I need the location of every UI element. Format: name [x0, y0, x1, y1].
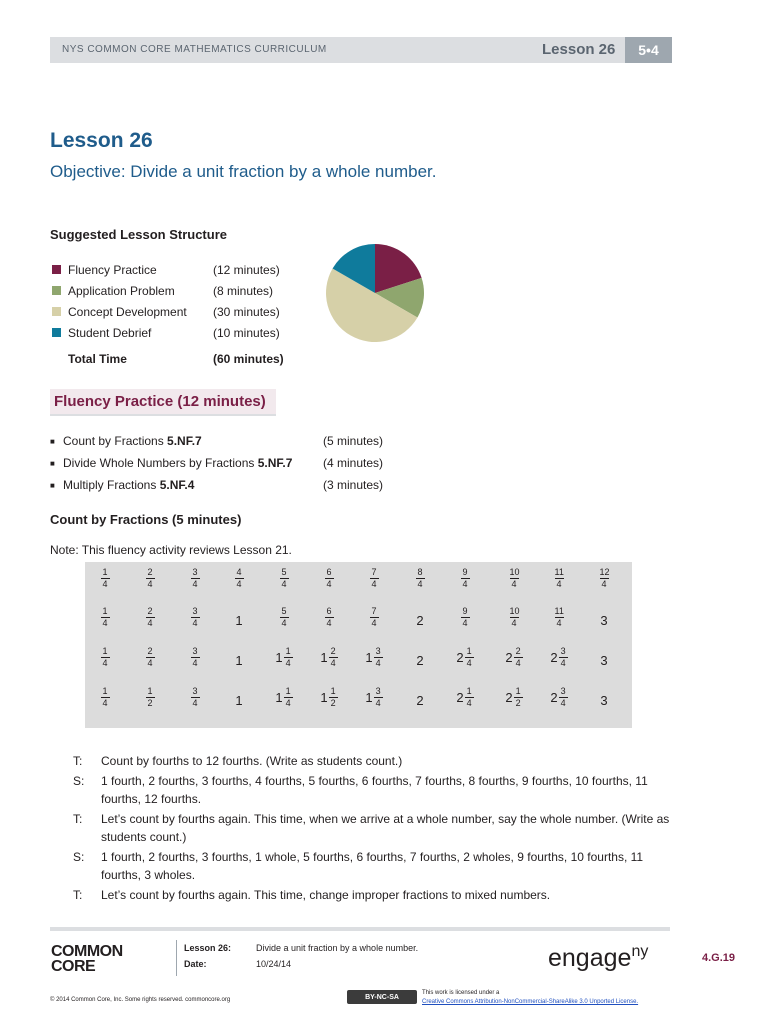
- grid-cell: 2 4: [147, 646, 153, 668]
- fraction-grid: [85, 562, 632, 728]
- grid-cell: 11 4: [554, 606, 564, 628]
- dialogue-line: [73, 886, 673, 904]
- dialogue-text: Let’s count by fourths again. This time, change improper fractions to mixed numbers.: [101, 888, 551, 902]
- grid-cell: 2: [416, 613, 424, 628]
- grid-cell: 10 4: [509, 567, 520, 589]
- grid-cell: 11 4: [554, 567, 564, 589]
- structure-list: [52, 259, 302, 369]
- speaker: T:: [73, 812, 83, 826]
- grid-cell: 2 1 4: [456, 686, 472, 708]
- bullet-time: (4 minutes): [323, 456, 384, 470]
- page-title: Lesson 26: [50, 129, 153, 152]
- dialogue-text: 1 fourth, 2 fourths, 3 fourths, 4 fourths, 5 fourths, 6 fourths, 7 fourths, 8 fourths, 9 fourths, 10 fourths, 11 fourths, 12 fourths.: [101, 774, 648, 806]
- grid-cell: 2 4: [147, 567, 153, 589]
- total-time: (60 minutes): [213, 351, 284, 366]
- grid-cell: 1: [235, 613, 243, 628]
- grid-cell: 1 2 4: [320, 646, 336, 668]
- grid-cell: 7 4: [371, 567, 377, 589]
- lesson-value: Divide a unit fraction by a whole number.: [256, 943, 419, 953]
- bullet-icon: ■: [50, 480, 55, 490]
- structure-item-name: Concept Development: [68, 304, 187, 319]
- structure-item-name: Fluency Practice: [68, 262, 157, 277]
- dialogue-line: [73, 772, 673, 808]
- bullet-text: Multiply Fractions 5.NF.4: [63, 478, 195, 492]
- grid-cell: 3 4: [192, 686, 198, 708]
- count-heading: Count by Fractions (5 minutes): [50, 512, 242, 527]
- dialogue-text: 1 fourth, 2 fourths, 3 fourths, 1 whole, 5 fourths, 6 fourths, 7 fourths, 2 wholes, 9 fourths, 10 fourths, 11 fourths, 3 wholes.: [101, 850, 644, 882]
- grid-cell: 5 4: [281, 606, 287, 628]
- grid-cell: 1 1 4: [275, 686, 291, 708]
- grid-cell: 8 4: [417, 567, 423, 589]
- grid-cell: 12 4: [599, 567, 610, 589]
- dialogue-text: Let’s count by fourths again. This time, when we arrive at a whole number, say the whole number. (Write as students count.): [101, 812, 670, 844]
- grid-cell: 2 1 4: [456, 646, 472, 668]
- grid-cell: 3: [600, 693, 608, 708]
- speaker: T:: [73, 888, 83, 902]
- grid-cell: 1 1 2: [320, 686, 336, 708]
- lesson-label: Lesson 26:: [184, 943, 232, 953]
- page-number: 4.G.19: [702, 952, 736, 964]
- date-label: Date:: [184, 959, 207, 969]
- grid-cell: 2 3 4: [550, 646, 566, 668]
- header-module: 5•4: [625, 37, 672, 63]
- grid-cell: 10 4: [509, 606, 520, 628]
- grid-cell: 2: [416, 693, 424, 708]
- grid-cell: 3 4: [192, 646, 198, 668]
- structure-item-time: (30 minutes): [213, 304, 280, 319]
- speaker: T:: [73, 754, 83, 768]
- grid-cell: 1 4: [102, 567, 108, 589]
- grid-cell: 1: [235, 653, 243, 668]
- grid-cell: 2 1 2: [505, 686, 521, 708]
- dialogue-line: [73, 752, 673, 770]
- grid-cell: 5 4: [281, 567, 287, 589]
- structure-item-name: Application Problem: [68, 283, 175, 298]
- objective: Objective: Divide a unit fraction by a whole number.: [50, 162, 437, 181]
- header-lesson: Lesson 26: [542, 41, 616, 58]
- total-label: Total Time: [68, 351, 127, 366]
- grid-cell: 1 4: [102, 646, 108, 668]
- bullet-icon: ■: [50, 458, 55, 468]
- footer-meta: [176, 940, 418, 976]
- structure-row: [52, 322, 302, 343]
- fluency-heading: Fluency Practice (12 minutes): [54, 393, 266, 410]
- grid-cell: 1 2: [147, 686, 153, 708]
- cc-license-badge: BY-NC-SA: [347, 990, 417, 1004]
- total-row: [52, 348, 302, 369]
- grid-cell: 4 4: [236, 567, 242, 589]
- structure-item-time: (8 minutes): [213, 283, 274, 298]
- legend-swatch: [52, 307, 61, 316]
- speaker: S:: [73, 774, 85, 788]
- grid-cell: 2: [416, 653, 424, 668]
- bullet-text: Count by Fractions 5.NF.7: [63, 434, 202, 448]
- grid-cell: 2 4: [147, 606, 153, 628]
- grid-cell: 3 4: [192, 606, 198, 628]
- dialogue-line: [73, 848, 673, 884]
- lesson-pie-chart: [325, 243, 425, 343]
- bullet-time: (5 minutes): [323, 434, 384, 448]
- grid-cell: 6 4: [326, 567, 332, 589]
- bullet-time: (3 minutes): [323, 478, 384, 492]
- header-curriculum: NYS COMMON CORE MATHEMATICS CURRICULUM: [62, 44, 327, 55]
- dialogue: [73, 752, 673, 906]
- note: Note: This fluency activity reviews Lesson 21.: [50, 543, 292, 557]
- grid-cell: 9 4: [462, 567, 468, 589]
- structure-heading: Suggested Lesson Structure: [50, 227, 227, 242]
- structure-item-time: (10 minutes): [213, 325, 280, 340]
- grid-cell: 1 3 4: [365, 686, 381, 708]
- grid-cell: 7 4: [371, 606, 377, 628]
- structure-row: [52, 301, 302, 322]
- legend-swatch: [52, 286, 61, 295]
- date-value: 10/24/14: [256, 959, 292, 969]
- list-item: [50, 452, 410, 474]
- grid-cell: 1 4: [102, 606, 108, 628]
- structure-row: [52, 259, 302, 280]
- structure-row: [52, 280, 302, 301]
- grid-cell: 1 1 4: [275, 646, 291, 668]
- grid-cell: 3: [600, 653, 608, 668]
- grid-cell: 3: [600, 613, 608, 628]
- grid-cell: 1 4: [102, 686, 108, 708]
- legend-swatch: [52, 265, 61, 274]
- grid-cell: 2 3 4: [550, 686, 566, 708]
- grid-cell: 1 3 4: [365, 646, 381, 668]
- license-link[interactable]: Creative Commons Attribution-NonCommercial-ShareAlike 3.0 Unported License.: [422, 999, 639, 1005]
- common-core-logo: COMMON CORE: [51, 943, 123, 975]
- license-text: This work is licensed under a Creative Commons Attribution-NonCommercial-ShareAlike 3.0 Unported License.: [422, 990, 639, 1005]
- list-item: [50, 474, 410, 496]
- structure-item-time: (12 minutes): [213, 262, 280, 277]
- grid-cell: 3 4: [192, 567, 198, 589]
- footer-divider: [50, 927, 670, 931]
- dialogue-line: [73, 810, 673, 846]
- list-item: [50, 430, 410, 452]
- legend-swatch: [52, 328, 61, 337]
- grid-cell: 2 2 4: [505, 646, 521, 668]
- bullet-icon: ■: [50, 436, 55, 446]
- grid-cell: 6 4: [326, 606, 332, 628]
- bullet-text: Divide Whole Numbers by Fractions 5.NF.7: [63, 456, 293, 470]
- speaker: S:: [73, 850, 85, 864]
- structure-item-name: Student Debrief: [68, 325, 152, 340]
- dialogue-text: Count by fourths to 12 fourths. (Write as students count.): [101, 754, 403, 768]
- engageny-logo: engage$^{ny}$: [548, 943, 649, 972]
- copyright: © 2014 Common Core, Inc. Some rights reserved. commoncore.org: [50, 997, 231, 1003]
- fluency-bullets: [50, 430, 410, 496]
- grid-cell: 1: [235, 693, 243, 708]
- grid-cell: 9 4: [462, 606, 468, 628]
